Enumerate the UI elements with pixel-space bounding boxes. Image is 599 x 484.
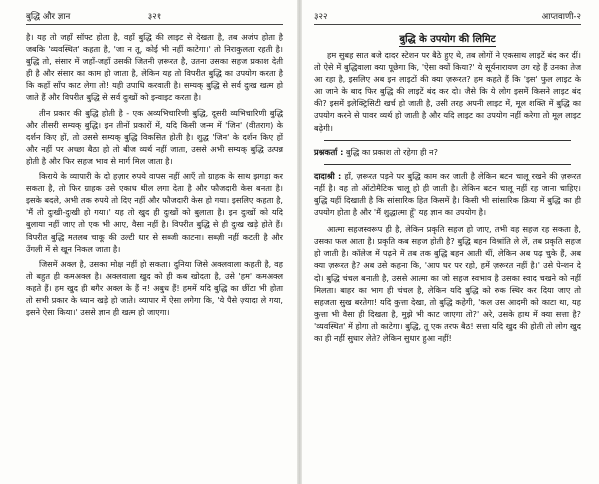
right-page (302, 0, 599, 484)
section-divider (324, 140, 571, 141)
question-line (314, 146, 581, 158)
left-page-number: ३२१ (147, 12, 162, 22)
left-running-title: बुद्धि और ज्ञान (26, 12, 71, 22)
right-page-number: ३२२ (314, 12, 328, 22)
left-paragraph-3: किराये के व्यापारी के दो हज़ार रुपये वापस नहीं आएँ तो ग्राहक के साथ झगड़ा कर सकता है, तो फिर ग्राहक उसे एकाध थील लगा देता है और फौजदारी केस बनता है। इसके बदले, अभी तक रुपये तो दिए नहीं और फौजदारी केस हो गया। इसलिए कहता है, 'मैं तो दुःखी-दुःखी हो गया।' यह तो खुद ही दुःखों को बुलाता है। इन दुःखों को यदि बुलाया नहीं जाए तो एक भी आए, वैसा नहीं है। विपरीत बुद्धि से ही दुःख खड़े होते हैं। विपरीत बुद्धि मतलब चाकू की उल्टी धार से सब्जी काटना। सब्ज़ी नहीं कटती है और उँगली में से खून निकल जाता है। (26, 171, 283, 254)
right-intro-paragraph: हम सुबह सात बजे दादर स्टेशन पर बैठे हुए थे, तब लोगों ने एकसाथ लाइटें बंद कर दीं। तो ऐसे में बुद्धिवाला क्या पूछेगा कि, 'ऐसा क्यों किया?' ये सूर्यनारायण उग रहे हैं उनका तेज आ रहा है, इसलिए अब इन लाइटों की क्या ज़रूरत? हम कहते हैं कि 'इस' फुल लाइट के आ जाने के बाद फिर बुद्धि की लाइटें बंद कर दो। जैसे कि ये लोग इसमें किसने लाइट बंद की? इसमें इलेक्ट्रिसिटी खर्च हो जाती है, उसी तरह अपनी लाइट में, मूल शक्ति में बुद्धि का उपयोग करने से पावर व्यर्थ हो जाती है और यदि लाइट का उपयोग नहीं करेगा तो मूल लाइट बढ़ेगी। (314, 50, 581, 133)
left-paragraph-1: है। यह तो जहाँ सॉफ्ट होता है, वहाँ बुद्धि की लाइट से देखता है, तब अजंप होता है जबकि 'व्यवस्थित' कहता है, 'जा न तू, कोई भी नहीं काटेगा।' तो निराकुलता रहती है। बुद्धि तो, संसार में जहाँ-जहाँ उसकी जितनी ज़रूरत है, उतना उसका सहज प्रकाश देती ही है और संसार का काम हो जाता है, लेकिन यह तो विपरीत बुद्धि का उपयोग करता है कि कहाँ साँप काट लेगा तो! यही उपाधि करवाती है। सम्यक् बुद्धि से सर्व दुःख खत्म हो जाते हैं और विपरीत बुद्धि से सर्व दुःखों को इन्वाइट करता है। (26, 32, 283, 103)
answer-speaker: दादाश्री : (314, 170, 342, 181)
right-running-head (314, 10, 581, 25)
answer-paragraph (314, 170, 581, 218)
left-page (0, 0, 297, 484)
question-speaker: प्रश्नकर्ता : (314, 146, 344, 157)
left-paragraph-4: जिसमें अक्ल है, उसका मोक्ष नहीं हो सकता। दुनिया जिसे अक्लवाला कहती है, वह तो बहुत ही कमअक्ल है। अक्लवाला खुद को ही कब खोदता है, उसे 'हम' कमअक्ल कहते हैं। हम खुद ही बगैर अक्ल के हैं न! अबुध हैं! हममें यदि बुद्धि का छींटा भी होता तो सभी प्रकार के ध्यान खड़े हो जाते। व्यापार में ऐसा लगेगा कि, 'ये पैसे ज़्यादा ले गया, इसने ऐसा किया।' उससे ज्ञान ही खत्म हो जाएगा। (26, 258, 283, 318)
right-closing-paragraph: आत्मा सहजस्वरूप ही है, लेकिन प्रकृति सहज हो जाए, तभी वह सहज रह सकता है, उसका फल आता है। प्रकृति कब सहज होती है? बुद्धि बहन विश्रांति ले लें, तब प्रकृति सहज हो जाती है। कॉलेज में पढ़ने में तब तक बुद्धि बहन आती थीं, लेकिन अब पढ़ चुके हैं, अब क्या ज़रूरत है? अब उसे कहना कि, 'आप घर पर रहो, हमें ज़रूरत नहीं है।' उसे पेन्शन दे दो। बुद्धि चंचल बनाती है, उससे आत्मा का जो सहज स्वभाव है उसका स्वाद चखने को नहीं मिलता। बाहर का भाग ही चंचल है, लेकिन यदि बुद्धि को रुक स्थिर कर दिया जाए तो सहजता सुख बरतेगा! यदि कुत्ता देखा, तो बुद्धि कहेगी, 'कल उस आदमी को काटा था, यह कुत्ता भी वैसा ही दिखता है, मुझे भी काट जाएगा तो?' अरे, उसके हाथ में क्या सत्ता है? 'व्यवस्थित' में होगा तो काटेगा। बुद्धि, तू एक तरफ बैठ! सत्ता यदि खुद की होती तो लोग खुद का ही नहीं सुधार लेते? लेकिन सुधार हुआ नहीं! (314, 224, 581, 343)
section-divider-2 (324, 164, 571, 165)
chapter-title (314, 31, 581, 45)
chapter-title-text: बुद्धि के उपयोग की लिमिट (399, 34, 496, 45)
right-running-title: आप्तवाणी-२ (541, 12, 581, 22)
answer-text: हाँ, ज़रूरत पड़ने पर बुद्धि काम कर जाती है लेकिन बटन चालू रखने की ज़रूरत नहीं है। वह तो ऑटोमैटिक चालू हो ही जाती है। लेकिन बटन चालू नहीं रह जाना चाहिए। बुद्धि यहीं दिखाती है कि सांसारिक हित किसमें है। किसी भी सांसारिक क्रिया में बुद्धि का ही उपयोग होता है और 'मैं शुद्धात्मा हूँ' यह ज्ञान का उपयोग है। (314, 170, 581, 218)
left-running-head (26, 10, 283, 25)
question-text: बुद्धि का प्रकाश तो रहेगा ही न? (346, 146, 438, 157)
left-paragraph-2: तीन प्रकार की बुद्धि होती है - एक अव्यभिचारिणी बुद्धि, दूसरी व्यभिचारिणी बुद्धि और तीसरी सम्यक् बुद्धि। इन तीनों प्रकारों में, यदि किसी जन्म में 'जिन' (वीतराग) के दर्शन किए हों, तो उससे सम्यक् बुद्धि विकसित होती है। शुद्ध 'जिन' के दर्शन किए हों और नहीं पर अच्छा बैठा हो तो बीज व्यर्थ नहीं जाता, उससे अभी सम्यक् बुद्धि उत्पन्न होती है और फिर सहज भाव से मार्ग मिल जाता है। (26, 107, 283, 166)
